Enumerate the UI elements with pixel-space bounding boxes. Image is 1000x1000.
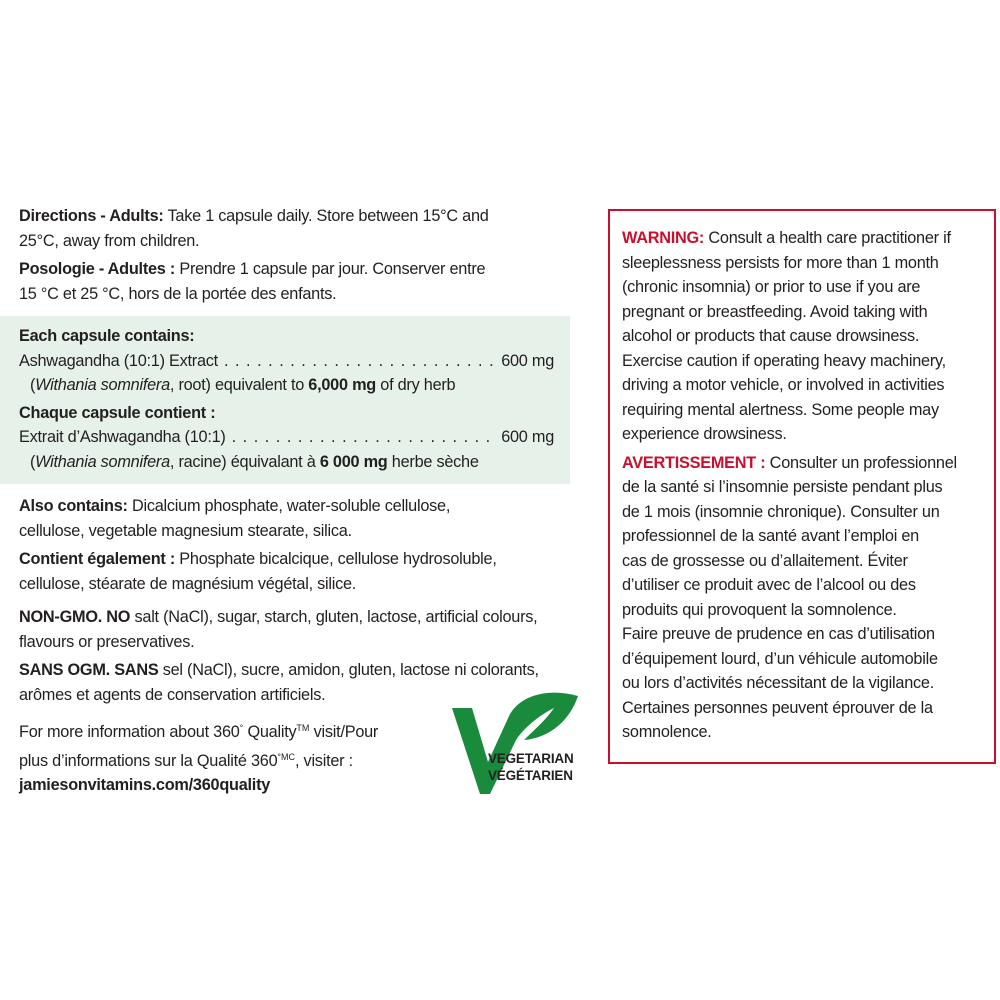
capsule-heading-fr: Chaque capsule contient : bbox=[19, 403, 216, 422]
non-gmo-fr: SANS OGM. SANS sel (NaCl), sucre, amidon, gluten, lactose ni colorants, bbox=[19, 661, 539, 679]
ingredient-row-en bbox=[19, 349, 554, 374]
warning-fr-line: somnolence. bbox=[622, 723, 712, 741]
warning-fr-line: professionnel de la santé avant l’emploi en bbox=[622, 527, 919, 545]
directions-en-text: Take 1 capsule daily. Store between 15°C and bbox=[163, 207, 489, 225]
also-contains-en: Also contains: Dicalcium phosphate, water-soluble cellulose, bbox=[19, 497, 451, 515]
leader-dots bbox=[232, 425, 496, 450]
ingredient-name-en: Ashwagandha (10:1) Extract bbox=[19, 351, 218, 370]
leader-dots bbox=[224, 349, 495, 374]
warning-en-line: sleeplessness persists for more than 1 month bbox=[622, 253, 939, 272]
warning-fr-line: AVERTISSEMENT : Consulter un professionnel bbox=[622, 453, 957, 472]
capsule-heading-en: Each capsule contains: bbox=[19, 327, 195, 345]
ingredient-name-fr: Extrait d’Ashwagandha (10:1) bbox=[19, 428, 226, 446]
warning-en-line: Exercise caution if operating heavy machinery, bbox=[622, 351, 946, 370]
warning-en-line: requiring mental alertness. Some people may bbox=[622, 400, 939, 419]
warning-fr-line: produits qui provoquent la somnolence. bbox=[622, 600, 897, 619]
ingredient-row-fr bbox=[19, 425, 554, 450]
equivalent-amount-en: 6,000 mg bbox=[308, 376, 376, 394]
warning-fr-line: cas de grossesse ou d’allaitement. Éviter bbox=[622, 551, 908, 570]
vegetarian-label-en: VEGETARIAN bbox=[488, 751, 574, 766]
also-contains-fr-line2: cellulose, stéarate de magnésium végétal, silice. bbox=[19, 574, 357, 593]
warning-fr-line: de la santé si l’insomnie persiste pendant plus bbox=[622, 478, 943, 496]
warning-text bbox=[622, 226, 992, 745]
directions-en-label: Directions - Adults: bbox=[19, 207, 164, 225]
directions-en-line2: 25°C, away from children. bbox=[19, 231, 200, 250]
avertissement-label: AVERTISSEMENT : bbox=[622, 453, 766, 472]
warning-fr-line: d’équipement lourd, d’un véhicule automobile bbox=[622, 649, 938, 668]
directions-fr-line2: 15 °C et 25 °C, hors de la portée des enfants. bbox=[19, 284, 337, 303]
directions-fr-label: Posologie - Adultes : bbox=[19, 260, 176, 278]
ingredient-detail-en: (Withania somnifera, root) equivalent to 6,000 mg of dry herb bbox=[30, 376, 456, 394]
quality-info bbox=[19, 716, 409, 798]
directions-fr bbox=[19, 257, 574, 282]
also-contains-en-line2: cellulose, vegetable magnesium stearate, silica. bbox=[19, 521, 352, 540]
warning-fr-line: ou lors d’activités nécessitant de la vigilance. bbox=[622, 674, 934, 692]
ingredient-amount-fr: 600 mg bbox=[501, 428, 554, 446]
warning-en-line: alcohol or products that cause drowsiness. bbox=[622, 327, 920, 345]
directions-en bbox=[19, 204, 574, 229]
vegetarian-badge bbox=[488, 750, 574, 784]
non-gmo-en: NON-GMO. NO salt (NaCl), sugar, starch, gluten, lactose, artificial colours, bbox=[19, 608, 538, 626]
warning-fr-line: de 1 mois (insomnie chronique). Consulter un bbox=[622, 502, 940, 521]
additional-info bbox=[19, 494, 559, 707]
vegetarian-label-fr: VÉGÉTARIEN bbox=[488, 768, 573, 783]
non-gmo-fr-line2: arômes et agents de conservation artificiels. bbox=[19, 685, 326, 704]
quality-line1: For more information about 360° Quality™ visit/Pour bbox=[19, 723, 379, 741]
warning-label: WARNING: bbox=[622, 229, 705, 247]
ingredient-amount-en: 600 mg bbox=[501, 351, 554, 370]
warning-en-line: (chronic insomnia) or prior to use if you are bbox=[622, 278, 921, 296]
species-name-fr: Withania somnifera bbox=[35, 452, 170, 471]
warning-en-line: driving a motor vehicle, or involved in activities bbox=[622, 376, 945, 394]
capsule-contents bbox=[19, 324, 554, 474]
warning-fr-line: Certaines personnes peuvent éprouver de la bbox=[622, 698, 933, 717]
directions-section bbox=[19, 204, 574, 306]
warning-en-line: WARNING: Consult a health care practitioner if bbox=[622, 229, 951, 247]
warning-en-line: experience drowsiness. bbox=[622, 425, 787, 443]
ingredient-detail-fr: (Withania somnifera, racine) équivalant à 6 000 mg herbe sèche bbox=[30, 452, 479, 471]
warning-fr-line: d’utiliser ce produit avec de l’alcool ou des bbox=[622, 576, 916, 594]
warning-fr-line: Faire preuve de prudence en cas d’utilisation bbox=[622, 625, 935, 643]
also-contains-fr: Contient également : Phosphate bicalcique, cellulose hydrosoluble, bbox=[19, 550, 497, 568]
quality-url: jamiesonvitamins.com/360quality bbox=[19, 776, 271, 794]
species-name-en: Withania somnifera bbox=[35, 376, 170, 394]
directions-fr-text: Prendre 1 capsule par jour. Conserver entre bbox=[175, 260, 486, 278]
quality-line2: plus d’informations sur la Qualité $360^{^\circ MC}$, visiter : bbox=[19, 751, 353, 770]
equivalent-amount-fr: 6 000 mg bbox=[319, 452, 388, 471]
non-gmo-en-line2: flavours or preservatives. bbox=[19, 632, 195, 651]
warning-en-line: pregnant or breastfeeding. Avoid taking with bbox=[622, 302, 928, 321]
